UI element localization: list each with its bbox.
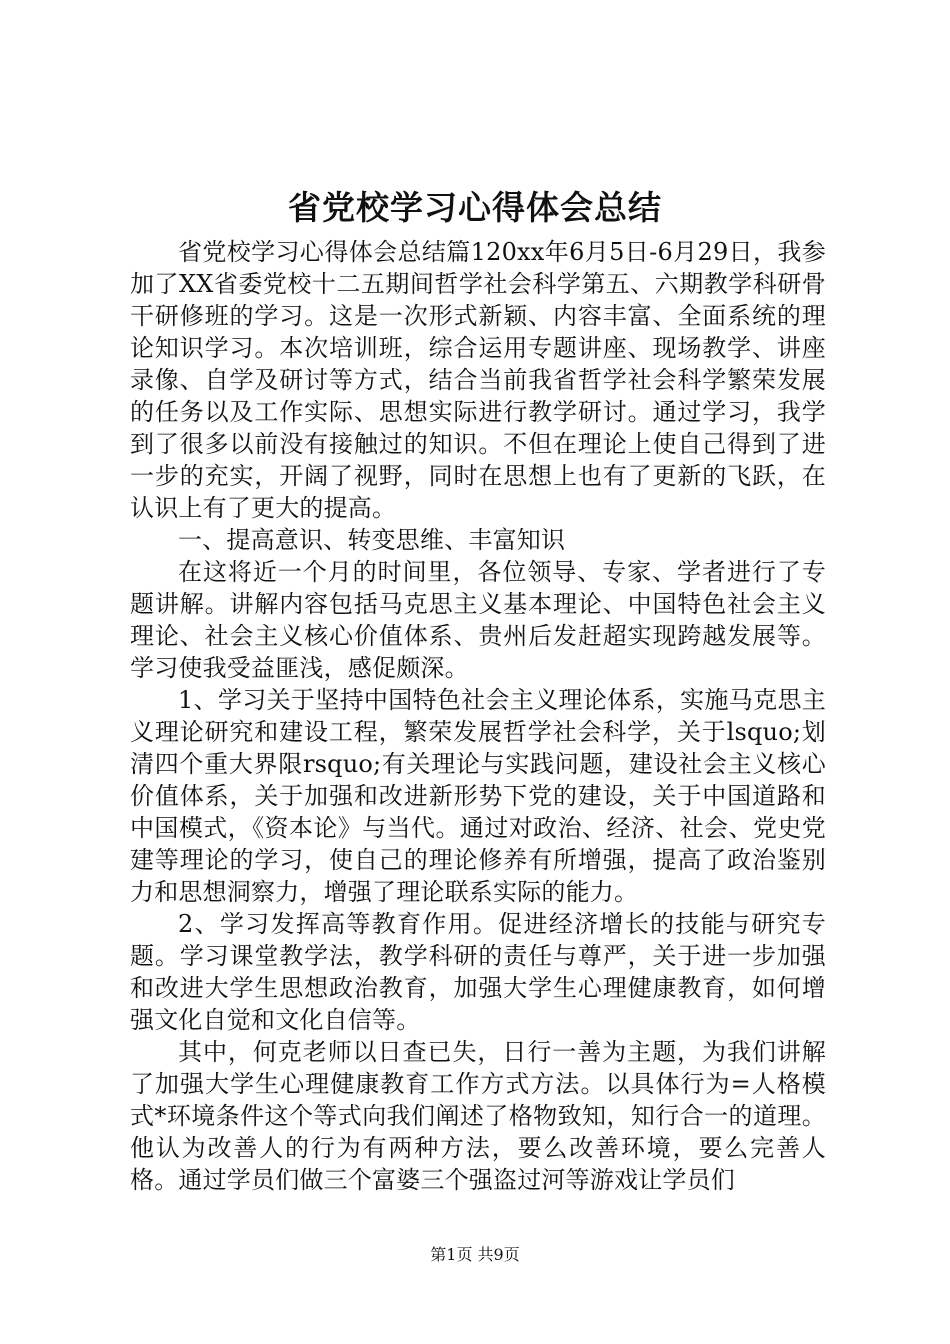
document-title: 省党校学习心得体会总结 [288, 188, 662, 227]
paragraph-item-1: 1、学习关于坚持中国特色社会主义理论体系，实施马克思主义理论研究和建设工程，繁荣发展哲学社会科学，关于lsquo;划清四个重大界限rsquo;有关理论与实践问题，建设社会主义核心价值体系，关于加强和改进新形势下党的建设，关于中国道路和中国模式，《资本论》与当代。通过对政治、经济、社会、党史党建等理论的学习，使自己的理论修养有所增强，提高了政治鉴别力和思想洞察力，增强了理论联系实际的能力。 [130, 686, 826, 906]
paragraph-item-2: 2、学习发挥高等教育作用。促进经济增长的技能与研究专题。学习课堂教学法，教学科研的责任与尊严，关于进一步加强和改进大学生思想政治教育，加强大学生心理健康教育，如何增强文化自觉和文化自信等。 [130, 910, 826, 1034]
paragraph-teacher: 其中，何克老师以日查已失，日行一善为主题，为我们讲解了加强大学生心理健康教育工作方式方法。以具体行为=人格模式*环境条件这个等式向我们阐述了格物致知，知行合一的道理。他认为改善人的行为有两种方法，要么改善环境，要么完善人格。通过学员们做三个富婆三个强盗过河等游戏让学员们 [130, 1038, 826, 1194]
paragraph-intro: 省党校学习心得体会总结篇120xx年6月5日-6月29日，我参加了XX省委党校十二五期间哲学社会科学第五、六期教学科研骨干研修班的学习。这是一次形式新颖、内容丰富、全面系统的理论知识学习。本次培训班，综合运用专题讲座、现场教学、讲座录像、自学及研讨等方式，结合当前我省哲学社会科学繁荣发展的任务以及工作实际、思想实际进行教学研讨。通过学习，我学到了很多以前没有接触过的知识。不但在理论上使自己得到了进一步的充实，开阔了视野，同时在思想上也有了更新的飞跃，在认识上有了更大的提高。 [130, 238, 826, 522]
document-body [130, 236, 826, 1196]
section-heading: 一、提高意识、转变思维、丰富知识 [178, 526, 566, 554]
page-indicator: 第1页 共9页 [430, 1245, 520, 1264]
paragraph-lectures: 在这将近一个月的时间里，各位领导、专家、学者进行了专题讲解。讲解内容包括马克思主义基本理论、中国特色社会主义理论、社会主义核心价值体系、贵州后发赶超实现跨越发展等。学习使我受益匪浅，感促颇深。 [130, 558, 826, 682]
